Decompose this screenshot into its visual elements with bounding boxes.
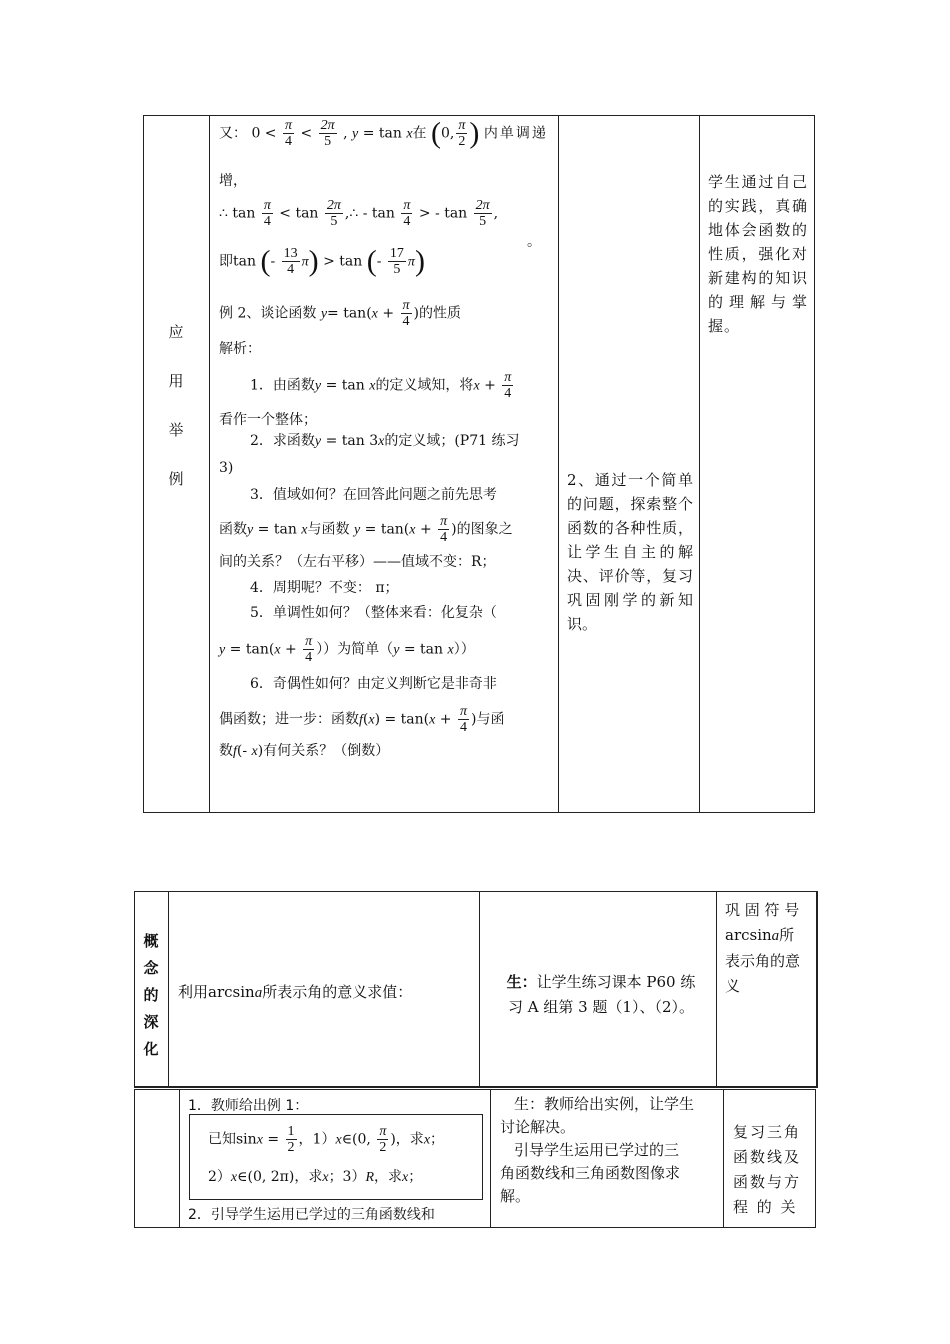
item-2: 2．引导学生运用已学过的三角函数线和 [188,1207,435,1223]
table3-divider-3 [723,1089,724,1227]
table3-right [815,1089,816,1227]
fraction: $\frac{\pi}{4}$ [504,370,512,401]
step-5: 5．单调性如何？（整体来看：化复杂（ [250,605,497,621]
concept-purpose: 巩 固 符 号 arcsina所 表示角的意 义 [725,901,801,995]
step-2: 2．求函数y = tan 3x的定义域；(P71 练习 [250,433,520,449]
fraction: $\frac{\pi}{4}$ [402,298,410,329]
concept-student: 生：让学生练习课本 P60 练 习 A 组第 3 题（1）、（2）。 [506,973,696,1016]
fraction: $\frac{1}{2}$ [287,1124,295,1155]
table1-divider-3 [699,115,700,813]
item-1: 1．教师给出例 1： [188,1098,309,1114]
fraction: $\frac{\pi}{2}$ [458,118,466,149]
step-3-line2: 函数y = tan x与函数 y = tan(x + $\frac{\pi}{4}$ )的图象之 [219,514,513,545]
step-3: 3．值域如何？在回答此问题之前先思考 [250,487,497,503]
category-label-application [161,308,191,504]
fraction: $\frac{\pi}{4}$ [403,198,411,229]
step-6-line3: 数f(- x)有何关系？（倒数） [219,743,390,759]
example-1-line2: 2）x∈(0, 2π)，求x；3）R，求x； [208,1169,423,1185]
fraction: $\frac{17}{5}$ [389,246,404,277]
step-3-line3: 间的关系？（左右平移）——值域不变：R； [219,554,496,570]
main-line-2: 增， [219,173,247,189]
fraction: $\frac{2\pi}{5}$ [320,118,335,149]
main-line-3: ∴ tan $\frac{\pi}{4}$ < tan $\frac{2\pi}{5}$ ,∴ - tan $\frac{\pi}{4}$ > - tan $\frac{2\pi}{5}$ , [219,198,499,229]
fraction: $\frac{\pi}{4}$ [263,198,271,229]
main-line-1: 又： 0 < $\frac{\pi}{4}$ < $\frac{2\pi}{5}$ , y = tan x在 (0, $\frac{\pi}{2}$ ) 内单调递 [219,116,548,150]
table3-divider-1 [179,1089,180,1227]
main-line-4: 即tan (- $\frac{13}{4}$ π) > tan (- $\frac{17}{5}$ π) [219,244,425,278]
category-label-concept: 概 念 的 深 化 [143,932,159,1058]
step-1-cont: 看作一个整体； [219,412,317,428]
table1-divider-1 [209,115,210,813]
step-6-line2: 偶函数；进一步：函数f(x) = tan(x + $\frac{\pi}{4}$ )与函 [219,704,505,735]
design-purpose: 学生通过自己的实践，真确地体会函数的性质，强化对新建构的知识的理解与掌握。 [708,173,808,335]
table3-divider-2 [490,1089,491,1227]
table3-left [134,1089,135,1227]
teacher-activity: 2、通过一个简单的问题，探索整个函数的各种性质，让学生自主的解决、评价等，复习巩固刚学的新知识。 [567,471,693,633]
category-char: 举 [168,421,184,439]
step-1: 1．由函数y = tan x的定义域知，将x + $\frac{\pi}{4}$ [250,370,512,401]
step-6: 6．奇偶性如何？由定义判断它是非奇非 [250,676,497,692]
period-mark: 。 [527,234,541,250]
fraction: $\frac{13}{4}$ [283,246,298,277]
example-1-line1: 已知sinx = $\frac{1}{2}$ ，1）x∈(0, $\frac{\pi}{2}$ )，求x； [208,1124,445,1155]
analysis-label: 解析： [219,341,261,357]
fraction: $\frac{\pi}{4}$ [440,514,448,545]
step-4: 4．周期呢？不变： π； [250,580,399,596]
category-char: 用 [168,372,184,390]
table3-purpose: 复习三角 函数线及 函数与方 程 的 关 [733,1123,802,1216]
category-char: 例 [168,470,184,488]
table1-divider-2 [558,115,559,813]
fraction: $\frac{\pi}{4}$ [459,704,467,735]
fraction: $\frac{2\pi}{5}$ [475,198,490,229]
fraction: $\frac{\pi}{2}$ [379,1124,387,1155]
table3-student: 生：教师给出实例，让学生 讨论解决。 引导学生运用已学过的三 角函数线和三角函数图像求 解。 [500,1095,695,1205]
example-2: 例 2、谈论函数 y= tan(x + $\frac{\pi}{4}$ )的性质 [219,298,462,329]
fraction: $\frac{\pi}{4}$ [305,634,313,665]
step-5-line2: y = tan(x + $\frac{\pi}{4}$ ））为简单（y = tan x）） [219,634,475,665]
table2-divider-3 [716,891,717,1088]
table2-divider-2 [479,891,480,1088]
table3-top [134,1089,816,1090]
fraction: $\frac{\pi}{4}$ [285,118,293,149]
step-2-cont: 3) [219,460,234,476]
table2-divider-1 [168,891,169,1088]
table3-bottom [134,1227,816,1228]
concept-main: 利用arcsina所表示角的意义求值： [178,983,413,1001]
category-char: 应 [168,323,184,341]
fraction: $\frac{2\pi}{5}$ [326,198,341,229]
